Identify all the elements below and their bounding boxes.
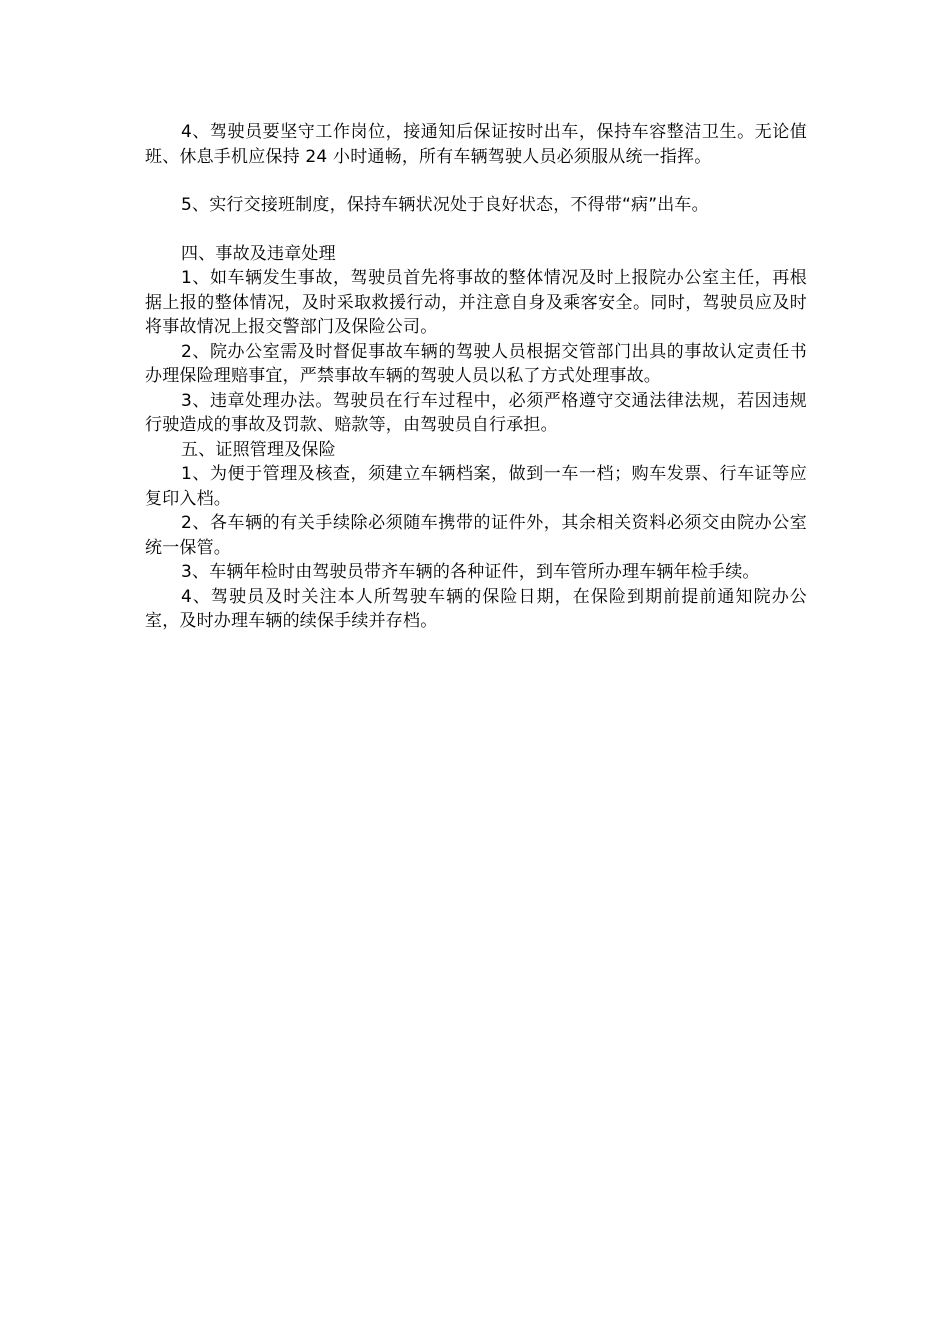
accident-item-3: 3、违章处理办法。驾驶员在行车过程中，必须严格遵守交通法律法规，若因违规行驶造成的事故及罚款、赔款等，由驾驶员自行承担。 [145,390,807,435]
accident-item-1: 1、如车辆发生事故，驾驶员首先将事故的整体情况及时上报院办公室主任，再根据上报的整体情况，及时采取救援行动，并注意自身及乘客安全。同时，驾驶员应及时将事故情况上报交警部门及保险公司。 [145,268,807,337]
license-item-3: 3、车辆年检时由驾驶员带齐车辆的各种证件，到车管所办理车辆年检手续。 [181,562,760,582]
license-item-1: 1、为便于管理及核查，须建立车辆档案，做到一车一档；购车发票、行车证等应复印入档。 [145,464,807,509]
license-item-2: 2、各车辆的有关手续除必须随车携带的证件外，其余相关资料必须交由院办公室统一保管。 [145,513,807,558]
paragraph-spacer [145,169,807,193]
accident-item-2: 2、院办公室需及时督促事故车辆的驾驶人员根据交管部门出具的事故认定责任书办理保险理赔事宜，严禁事故车辆的驾驶人员以私了方式处理事故。 [145,341,807,386]
license-item-4: 4、驾驶员及时关注本人所驾驶车辆的保险日期，在保险到期前提前通知院办公室，及时办理车辆的续保手续并存档。 [145,586,807,631]
section-heading-accidents: 四、事故及违章处理 [181,243,336,264]
document-body [145,120,807,634]
paragraph-duty-post: 4、驾驶员要坚守工作岗位，接通知后保证按时出车，保持车容整洁卫生。无论值班、休息手机应保持 24 小时通畅，所有车辆驾驶人员必须服从统一指挥。 [145,122,807,167]
paragraph-spacer [145,218,807,242]
paragraph-shift-handover: 5、实行交接班制度，保持车辆状况处于良好状态，不得带“病”出车。 [181,195,709,215]
section-heading-licenses: 五、证照管理及保险 [181,439,336,460]
